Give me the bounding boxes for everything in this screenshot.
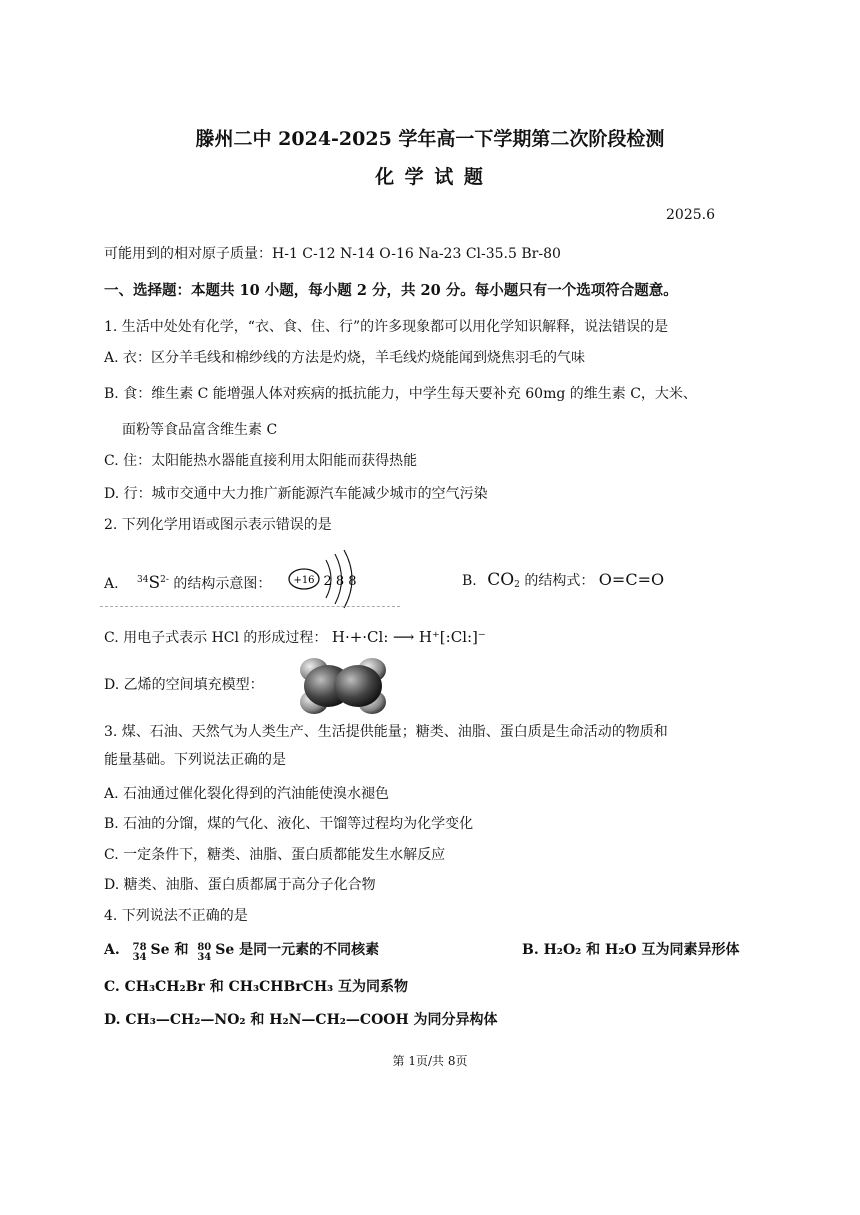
q3-option-d: D. 糖类、油脂、蛋白质都属于高分子化合物 <box>104 877 376 893</box>
q3-option-a: A. 石油通过催化裂化得到的汽油能使溴水褪色 <box>104 786 390 802</box>
q1-option-a: A. 衣：区分羊毛线和棉纱线的方法是灼烧，羊毛线灼烧能闻到烧焦羽毛的气味 <box>104 350 586 366</box>
q4-option-c: C. CH₃CH₂Br 和 CH₃CHBrCH₃ 互为同系物 <box>104 979 409 995</box>
q2-c-left: H·+·Cl: <box>331 628 389 646</box>
q2-b-text: 的结构式： <box>524 573 595 589</box>
q2-option-b <box>462 570 664 595</box>
q1-option-d: D. 行：城市交通中大力推广新能源汽车能减少城市的空气污染 <box>104 486 488 502</box>
q2-a-mass: 34 <box>137 575 149 585</box>
q2-a-text: 的结构示意图： <box>173 576 272 592</box>
q4-a-text1: Se 和 <box>150 942 189 958</box>
nucleus-charge: +16 <box>293 575 315 586</box>
q4-option-d: D. CH₃—CH₂—NO₂ 和 H₂N—CH₂—COOH 为同分异构体 <box>104 1012 498 1028</box>
q3-stem-cont: 能量基础。下列说法正确的是 <box>104 752 286 768</box>
q1-stem: 1. 生活中处处有化学，“衣、食、住、行”的许多现象都可以用化学知识解释，说法错误的是 <box>104 319 669 335</box>
page-number: 第 1页/共 8页 <box>392 1054 468 1068</box>
q3-stem: 3. 煤、石油、天然气为人类生产、生活提供能量；糖类、油脂、蛋白质是生命活动的物质和 <box>104 724 668 740</box>
subject-title: 化 学 试 题 <box>375 166 485 188</box>
q3-option-c: C. 一定条件下，糖类、油脂、蛋白质都能发生水解反应 <box>104 847 446 863</box>
q2-c-text: C. 用电子式表示 HCl 的形成过程： <box>104 630 328 646</box>
electron-shells: 2 8 8 <box>323 574 357 589</box>
q2-a-charge: 2- <box>160 575 169 585</box>
ethylene-space-filling-model <box>288 654 398 718</box>
q2-option-a <box>104 570 271 594</box>
q4-a-nuclide1-numbers: 78 34 <box>132 942 147 963</box>
q2-b-sub: 2 <box>514 580 520 590</box>
q2-option-c <box>104 627 486 648</box>
q3-option-b: B. 石油的分馏，煤的气化、液化、干馏等过程均为化学变化 <box>104 816 474 832</box>
atomic-masses: 可能用到的相对原子质量：H-1 C-12 N-14 O-16 Na-23 Cl-35.5 Br-80 <box>104 246 561 262</box>
section-heading: 一、选择题：本题共 10 小题，每小题 2 分，共 20 分。每小题只有一个选项符合题意。 <box>104 282 678 299</box>
q1-option-b-cont: 面粉等食品富含维生素 C <box>122 422 278 438</box>
q2-stem: 2. 下列化学用语或图示表示错误的是 <box>104 517 332 533</box>
scan-divider <box>100 606 400 607</box>
q2-a-symbol: S <box>148 573 161 593</box>
q2-b-formula: CO <box>487 570 515 590</box>
q2-b-struct: O=C=O <box>598 570 665 589</box>
q4-option-b: B. H₂O₂ 和 H₂O 互为同素异形体 <box>522 942 740 958</box>
sulfur-ion-structure-diagram <box>282 548 368 612</box>
q4-a-nuclide2-numbers: 80 34 <box>197 942 212 963</box>
q4-option-a <box>104 940 379 963</box>
school-title: 滕州二中 2024-2025 学年高一下学期第二次阶段检测 <box>195 128 665 150</box>
q2-option-d: D. 乙烯的空间填充模型： <box>104 677 264 693</box>
q1-option-c: C. 住：太阳能热水器能直接利用太阳能而获得热能 <box>104 453 418 469</box>
q2-b-label: B. <box>462 573 477 589</box>
exam-date: 2025.6 <box>666 207 715 223</box>
q1-option-b: B. 食：维生素 C 能增强人体对疾病的抵抗能力，中学生每天要补充 60mg 的维生素 C，大米、 <box>104 386 697 402</box>
q2-c-right: H⁺[:Cl:]⁻ <box>418 628 486 646</box>
q4-a-text2: Se 是同一元素的不同核素 <box>215 942 380 958</box>
q4-a-label: A. <box>104 942 120 958</box>
reaction-arrow: ⟶ <box>392 628 415 646</box>
q4-stem: 4. 下列说法不正确的是 <box>104 908 248 924</box>
q2-a-label: A. <box>104 576 119 592</box>
